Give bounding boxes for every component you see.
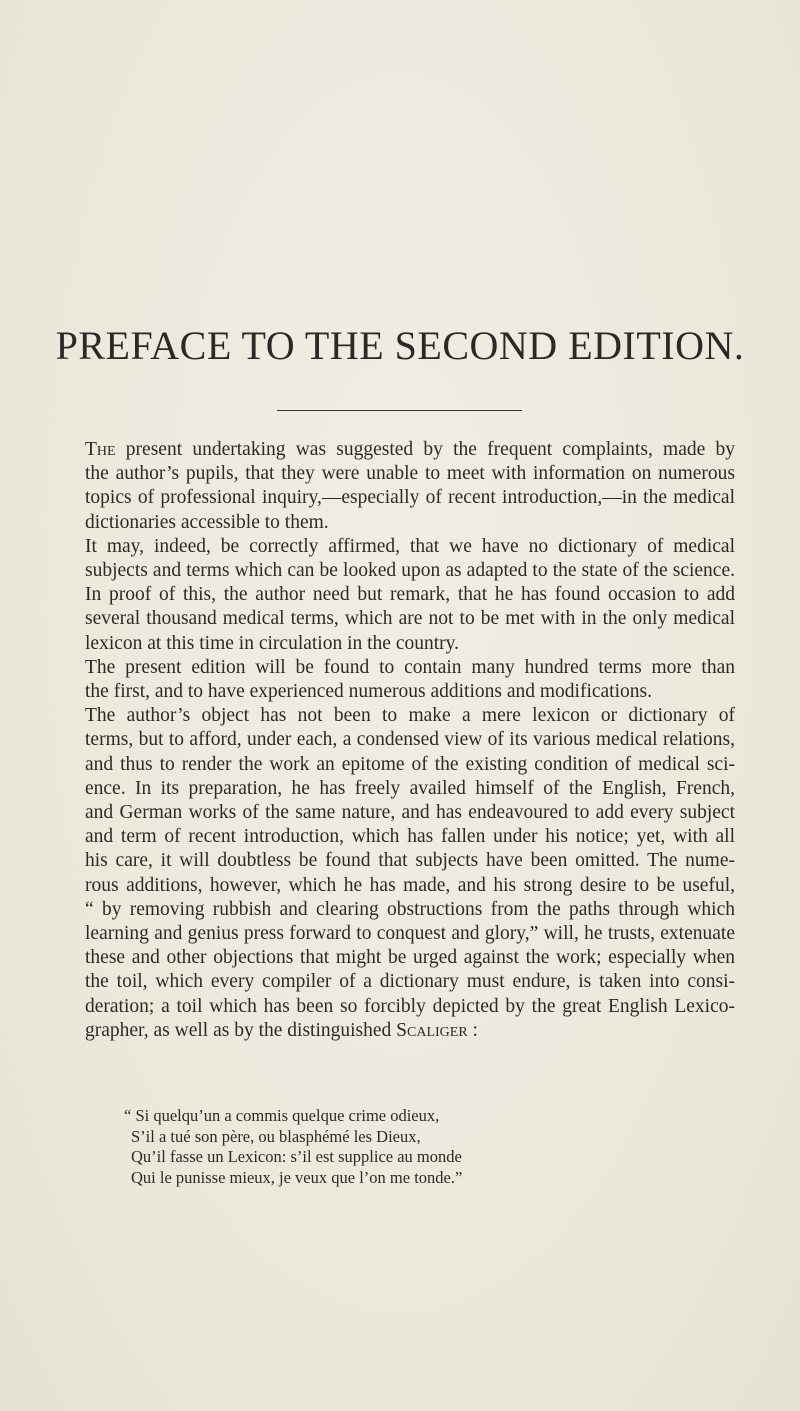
text-line: rous additions, however, which he has made, and his strong desire to be useful, bbox=[85, 874, 735, 896]
text-line: his care, it will doubtless be found that subjects have been omitted. The nume- bbox=[85, 850, 735, 872]
text-line: learning and genius press forward to conquest and glory,” will, he trusts, extenuate bbox=[85, 923, 735, 945]
paragraph-4 bbox=[65, 704, 735, 1043]
text-line: several thousand medical terms, which are not to be met with in the only medical bbox=[85, 608, 735, 630]
text-line: these and other objections that might be urged against the work; especially when bbox=[85, 947, 735, 969]
text-line: subjects and terms which can be looked upon as adapted to the state of the science. bbox=[85, 560, 735, 582]
text-line: and German works of the same nature, and has endeavoured to add every subject bbox=[85, 802, 735, 824]
text-line: the first, and to have experienced numerous additions and modifications. bbox=[85, 681, 652, 703]
page-title: PREFACE TO THE SECOND EDITION. bbox=[55, 323, 745, 368]
title-divider bbox=[277, 410, 522, 411]
text-line: and term of recent introduction, which has fallen under his notice; yet, with all bbox=[85, 826, 735, 848]
text-line: The present edition will be found to contain many hundred terms more than bbox=[85, 656, 735, 678]
paragraph-1 bbox=[65, 438, 735, 535]
preface-body bbox=[65, 438, 735, 1043]
text-line: grapher, as well as by the distinguished Scaliger : bbox=[85, 1019, 478, 1041]
paragraph-2 bbox=[65, 535, 735, 656]
quoted-verse bbox=[124, 1106, 462, 1188]
verse-line: Qui le punisse mieux, je veux que l’on me tonde.” bbox=[131, 1167, 463, 1187]
text-line: lexicon at this time in circulation in the country. bbox=[85, 632, 460, 654]
text-line: ence. In its preparation, he has freely availed himself of the English, French, bbox=[85, 777, 735, 799]
author-name: Scaliger bbox=[396, 1019, 468, 1041]
text-line: dictionaries accessible to them. bbox=[85, 511, 329, 533]
verse-line: Qu’il fasse un Lexicon: s’il est supplice au monde bbox=[131, 1147, 462, 1167]
paragraph-lead-word: The bbox=[85, 439, 116, 460]
text-line: The present undertaking was suggested by the frequent complaints, made by bbox=[85, 439, 735, 460]
text-line: deration; a toil which has been so forcibly depicted by the great English Lexico- bbox=[85, 995, 735, 1017]
paragraph-3 bbox=[65, 656, 735, 704]
text-line: In proof of this, the author need but remark, that he has found occasion to add bbox=[85, 584, 735, 606]
text-line: It may, indeed, be correctly affirmed, that we have no dictionary of medical bbox=[85, 535, 735, 557]
text-line: The author’s object has not been to make a mere lexicon or dictionary of bbox=[85, 705, 735, 727]
verse-line: S’il a tué son père, ou blasphémé les Dieux, bbox=[131, 1126, 421, 1146]
text-line: and thus to render the work an epitome of the existing condition of medical sci- bbox=[85, 753, 735, 775]
text-line: terms, but to afford, under each, a condensed view of its various medical relations, bbox=[85, 729, 735, 751]
verse-line: “ Si quelqu’un a commis quelque crime odieux, bbox=[124, 1106, 440, 1125]
text-line: the author’s pupils, that they were unable to meet with information on numerous bbox=[85, 463, 735, 485]
text-line: “ by removing rubbish and clearing obstructions from the paths through which bbox=[85, 898, 735, 920]
text-line: the toil, which every compiler of a dictionary must endure, is taken into consi- bbox=[85, 971, 735, 993]
text-line: topics of professional inquiry,—especially of recent introduction,—in the medical bbox=[85, 487, 735, 509]
